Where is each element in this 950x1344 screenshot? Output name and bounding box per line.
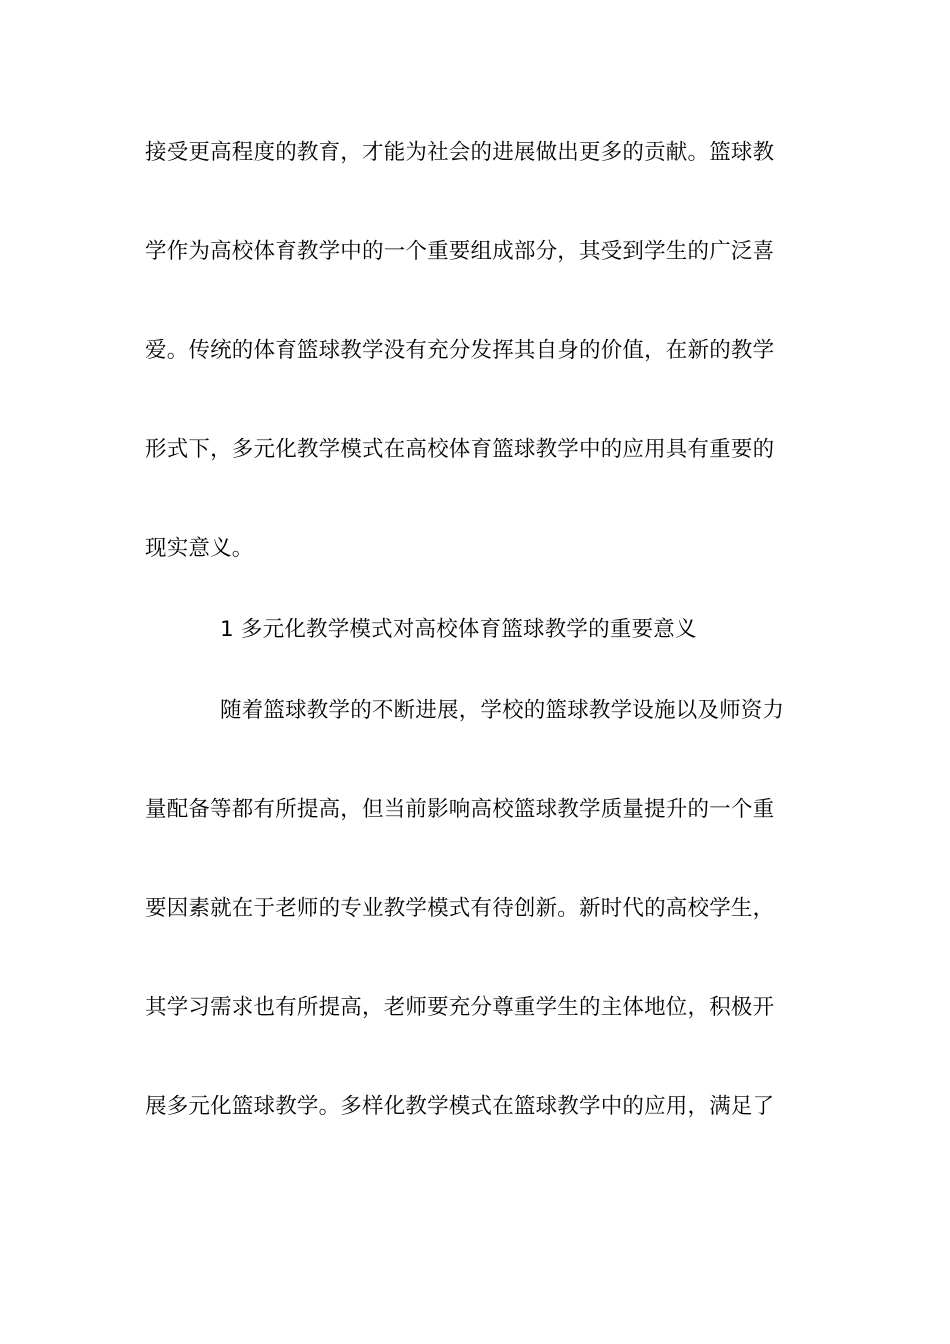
paragraph1-line-3: 爱。传统的体育篮球教学没有充分发挥其自身的价值，在新的教学 [145, 338, 775, 363]
paragraph1-line-5: 现实意义。 [145, 536, 254, 561]
paragraph1-line-2: 学作为高校体育教学中的一个重要组成部分，其受到学生的广泛喜 [145, 239, 775, 264]
paragraph2-line-5: 展多元化篮球教学。多样化教学模式在篮球教学中的应用，满足了 [145, 1094, 775, 1119]
paragraph2-line-2: 量配备等都有所提高，但当前影响高校篮球教学质量提升的一个重 [145, 797, 775, 822]
paragraph2-line-3: 要因素就在于老师的专业教学模式有待创新。新时代的高校学生， [145, 896, 775, 921]
paragraph1-line-1: 接受更高程度的教育，才能为社会的进展做出更多的贡献。篮球教 [145, 140, 775, 165]
paragraph1-line-4: 形式下，多元化教学模式在高校体育篮球教学中的应用具有重要的 [145, 437, 775, 462]
section-heading: 1 多元化教学模式对高校体育篮球教学的重要意义 [220, 617, 697, 642]
paragraph2-line-1: 随着篮球教学的不断进展，学校的篮球教学设施以及师资力 [220, 698, 785, 723]
paragraph2-line-4: 其学习需求也有所提高，老师要充分尊重学生的主体地位，积极开 [145, 995, 775, 1020]
